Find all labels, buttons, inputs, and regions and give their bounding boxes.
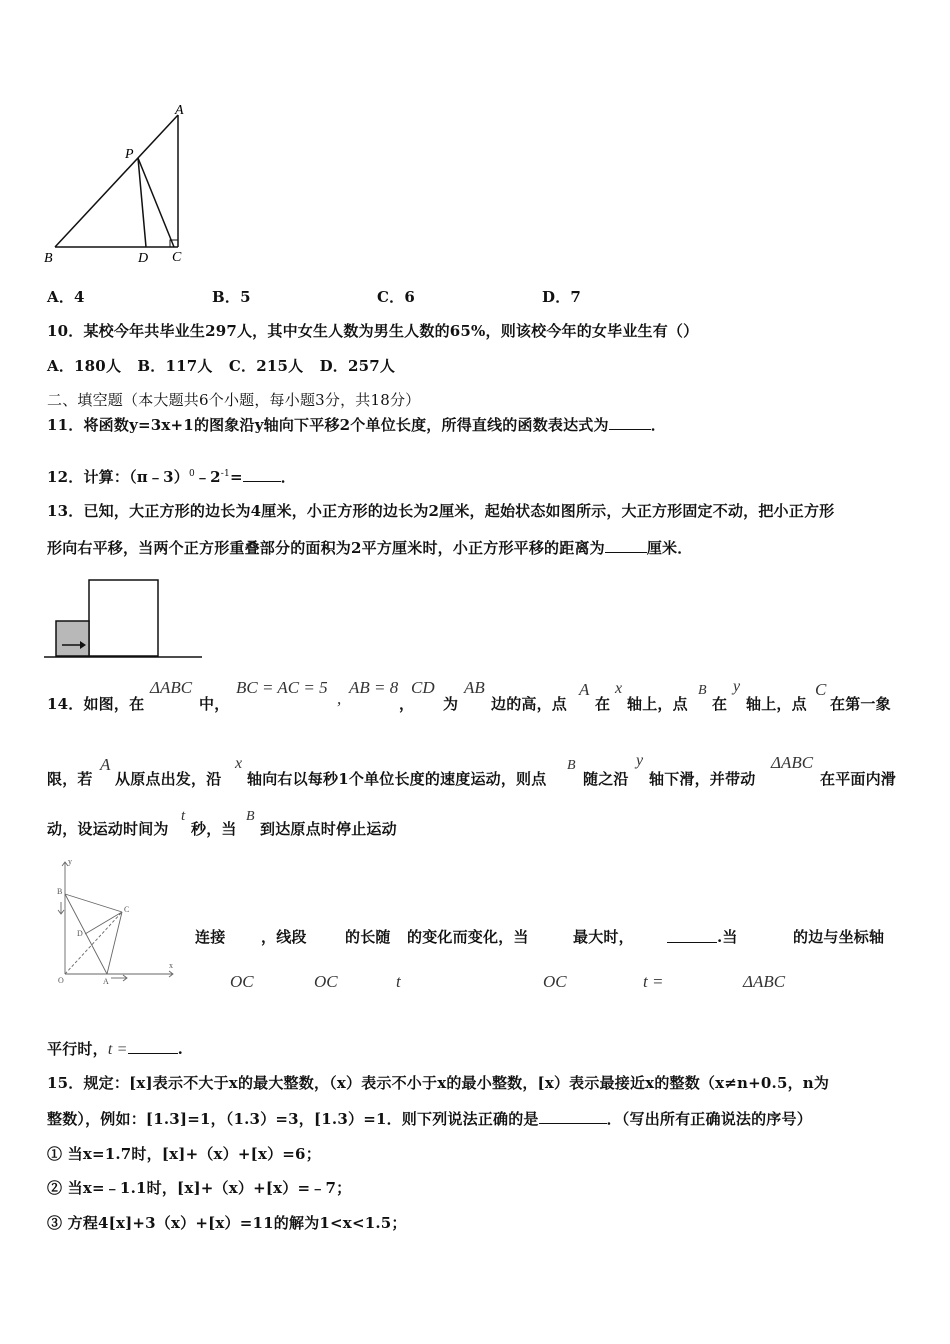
q15-line2: 整数），例如：[1.3]=1，（1.3）=3，[1.3）=1．则下列说法正确的是 ．（写出所有正确说法的序号） bbox=[47, 1110, 812, 1128]
q14-l4-w2: ，线段 bbox=[261, 928, 307, 946]
q14-t8: 轴上，点 bbox=[746, 695, 807, 713]
q15-item2: ② 当x=﹣1.1时，[x]+（x）+[x）=﹣7； bbox=[47, 1179, 352, 1197]
q14-l2-t2: 轴向右以每秒1个单位长度的速度运动，则点 bbox=[247, 770, 547, 788]
q14-m-ab2: AB bbox=[464, 678, 485, 697]
q14-m-x: x bbox=[615, 680, 623, 697]
q14-m-cd: CD bbox=[411, 678, 435, 697]
q13-answer-blank[interactable] bbox=[605, 538, 647, 553]
q14-t5: 在 bbox=[595, 695, 611, 713]
q14-l4m-t: t bbox=[396, 972, 401, 991]
q14-l2-t5: 在平面内滑 bbox=[820, 770, 897, 788]
section-title: 二、填空题（本大题共6个小题，每小题3分，共18分） bbox=[47, 391, 421, 409]
q14-t7: 在 bbox=[712, 695, 728, 713]
q11-answer-blank[interactable] bbox=[609, 415, 651, 430]
q14-l5: 平行时，t = . bbox=[47, 1040, 184, 1058]
label-b: B bbox=[44, 251, 53, 266]
fig2-label-d: D bbox=[77, 929, 83, 938]
q14-m-b: B bbox=[698, 683, 707, 698]
q14-m-tri: ΔABC bbox=[150, 678, 193, 697]
q13-line2: 形向右平移，当两个正方形重叠部分的面积为2平方厘米时，小正方形平移的距离为 厘米． bbox=[47, 539, 693, 557]
q14-l4m-oc3: OC bbox=[543, 972, 567, 991]
fig2-label-x: x bbox=[169, 961, 173, 970]
q14-l2-m-y: y bbox=[636, 752, 644, 769]
q10-options: A．180人 B．117人 C．215人 D．257人 bbox=[47, 357, 396, 375]
q14-t1: 中， bbox=[199, 695, 230, 713]
q15-answer-blank[interactable] bbox=[539, 1109, 607, 1124]
q14-m-comma: , bbox=[337, 689, 342, 708]
q14-l4m-tri: ΔABC bbox=[743, 972, 786, 991]
q14-l4-w7: 的边与坐标轴 bbox=[793, 928, 885, 946]
q14-l2-t0: 限，若 bbox=[47, 770, 93, 788]
triangle-figure bbox=[40, 100, 200, 270]
q14-t4: 边的高，点 bbox=[491, 695, 568, 713]
q14-l3-t2: 到达原点时停止运动 bbox=[260, 820, 397, 838]
q14-m-y: y bbox=[733, 678, 741, 695]
q14-l2-m-x: x bbox=[235, 755, 243, 772]
q9-option-d: D．7 bbox=[542, 288, 582, 306]
q14-t3: 为 bbox=[443, 695, 459, 713]
q14-l3-t1: 秒，当 bbox=[191, 820, 237, 838]
q14-m-ab: AB = 8 bbox=[349, 678, 399, 697]
q12-answer-blank[interactable] bbox=[243, 467, 281, 482]
q14-l4-w4: 的变化而变化，当 bbox=[407, 928, 529, 946]
label-d: D bbox=[138, 251, 149, 266]
q14-t2: ， bbox=[399, 695, 415, 713]
q14-l2-m-tri: ΔABC bbox=[771, 753, 814, 772]
coordinate-figure bbox=[55, 856, 180, 988]
q14-l2-m-a: A bbox=[100, 755, 111, 774]
q14-m-a: A bbox=[579, 680, 590, 699]
q9-option-b: B．5 bbox=[212, 288, 251, 306]
q11: 11．将函数y=3x+1的图象沿y轴向下平移2个单位长度，所得直线的函数表达式为 ． bbox=[47, 416, 666, 434]
q13-line1: 13．已知，大正方形的边长为4厘米，小正方形的边长为2厘米，起始状态如图所示，大正方形固定不动，把小正方形 bbox=[47, 502, 835, 520]
q14-l3-m-b: B bbox=[246, 809, 255, 824]
fig2-label-b: B bbox=[57, 887, 63, 896]
label-a: A bbox=[175, 103, 184, 118]
fig2-label-y: y bbox=[68, 857, 72, 866]
squares-figure bbox=[44, 575, 204, 665]
q14-l4-w1: 连接 bbox=[195, 928, 226, 946]
q14-l2-m-b: B bbox=[567, 758, 576, 773]
q15-line1: 15．规定：[x]表示不大于x的最大整数，（x）表示不小于x的最小整数，[x）表示最接近x的整数（x≠n+0.5，n为 bbox=[47, 1074, 830, 1092]
q14-l2-t3: 随之沿 bbox=[583, 770, 629, 788]
q14-l4m-teq: t = bbox=[643, 972, 664, 991]
q14-l2-t1: 从原点出发，沿 bbox=[115, 770, 222, 788]
fig2-label-a: A bbox=[103, 977, 109, 986]
label-c: C bbox=[172, 250, 182, 265]
fig2-label-o: O bbox=[58, 976, 64, 985]
q14-l3-m-t: t bbox=[181, 808, 186, 824]
q15-item1: ① 当x=1.7时，[x]+（x）+[x）=6； bbox=[47, 1145, 321, 1163]
q10-stem: 10．某校今年共毕业生297人，其中女生人数为男生人数的65%，则该校今年的女毕业生有（） bbox=[47, 322, 699, 340]
label-p: P bbox=[125, 147, 134, 162]
q14-t6: 轴上，点 bbox=[627, 695, 688, 713]
q9-option-a: A．4 bbox=[47, 288, 85, 306]
q14-l4-w5: 最大时， bbox=[573, 928, 634, 946]
q9-option-c: C．6 bbox=[377, 288, 415, 306]
q14-l4m-oc2: OC bbox=[314, 972, 338, 991]
q15-item3: ③ 方程4[x]+3（x）+[x）=11的解为1<x<1.5； bbox=[47, 1214, 407, 1232]
fig2-label-c: C bbox=[124, 905, 130, 914]
q14-l4-w3: 的长随 bbox=[345, 928, 391, 946]
q14-l3-t0: 动，设运动时间为 bbox=[47, 820, 169, 838]
q14-t0: 14．如图，在 bbox=[47, 695, 145, 713]
q12: 12．计算：$(\pi﹣3)^0﹣2^{-1}=$ ． bbox=[47, 468, 296, 486]
q14-answer-blank-2[interactable] bbox=[128, 1039, 178, 1054]
q14-l4-w6: .当 bbox=[717, 928, 738, 946]
q14-l2-t4: 轴下滑，并带动 bbox=[649, 770, 756, 788]
q14-m-bc: BC = AC = 5 bbox=[236, 678, 328, 697]
q14-l4m-oc1: OC bbox=[230, 972, 254, 991]
q14-m-c: C bbox=[815, 680, 827, 699]
q14-t9: 在第一象 bbox=[830, 695, 891, 713]
q14-answer-blank-1[interactable] bbox=[667, 928, 717, 943]
